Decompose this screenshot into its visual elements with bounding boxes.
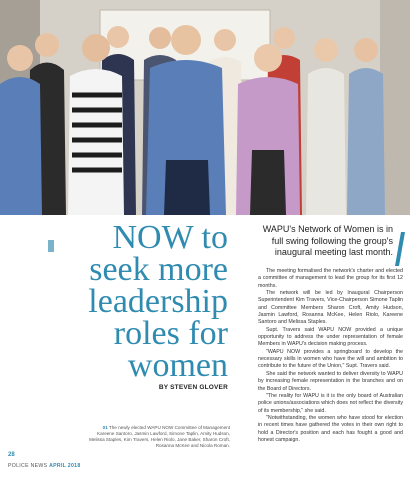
issue-date: APRIL 2018 xyxy=(49,463,81,469)
headline-line: roles for xyxy=(113,315,228,352)
caption-text: The newly elected WAPU NOW Committee of Management Kareene Santoro, Jasmin Lawford, Simone Taplin, Amity Hudson, Melissa Staples, Kim Travers, Helen Riolo, Jane Baker, Sharon Croft, Rosanna McKee and Nicola Roman. xyxy=(89,425,230,448)
article-paragraph: "The reality for WAPU is it is the only board of Australian police unions/associations which does not reflect the diversity of its membership," she said. xyxy=(258,392,403,414)
article-paragraph: "Notwithstanding, the women who have stood for election in recent times have gathered the votes in their own right to hold a Director's position and each has fought a good and honest campaign. xyxy=(258,414,403,443)
article-paragraph: The meeting formalised the network's charter and elected a committee of management to lead the group for its first 12 months. xyxy=(258,268,403,289)
headline-line: NOW to xyxy=(112,219,228,256)
caption-tag: 01 xyxy=(102,425,108,430)
headline-line: women xyxy=(127,347,228,384)
article-body xyxy=(258,268,403,444)
group-photo-image xyxy=(0,0,410,215)
article-paragraph: She said the network wanted to deliver diversity to WAPU by increasing female representation in the branches and on the Board of Directors. xyxy=(258,370,403,392)
group-photo xyxy=(0,0,410,215)
page-footer xyxy=(8,463,81,469)
photo-caption xyxy=(84,425,230,449)
deck-accent-bar xyxy=(395,232,405,266)
headline-line: leadership xyxy=(88,283,228,320)
article-paragraph: Supt. Travers said WAPU NOW provided a unique opportunity to address the under representation of female Members in WAPU's decision making process. xyxy=(258,326,403,348)
headline xyxy=(48,219,228,384)
publication-name: POLICE NEWS xyxy=(8,463,48,469)
byline: BY STEVEN GLOVER xyxy=(158,384,228,391)
headline-line: seek more xyxy=(89,251,228,288)
page-number: 28 xyxy=(8,452,15,458)
article-paragraph: The network will be led by Inaugural Chairperson Superintendent Kim Travers, Vice-Chairperson Simone Taplin and Committee Members Sharon Croft, Amity Hudson, Jasmin Lawford, Rosanna McKee, Helen Riolo, Kareene Santoro and Melissa Staples. xyxy=(258,290,403,326)
standfirst: WAPU's Network of Women is in full swing following the group's inaugural meeting last month. xyxy=(262,224,393,257)
article-paragraph: "WAPU NOW provides a springboard to develop the necessary skills in women who have the will and ambition to contribute to the future of the Union," Supt. Travers said. xyxy=(258,348,403,370)
